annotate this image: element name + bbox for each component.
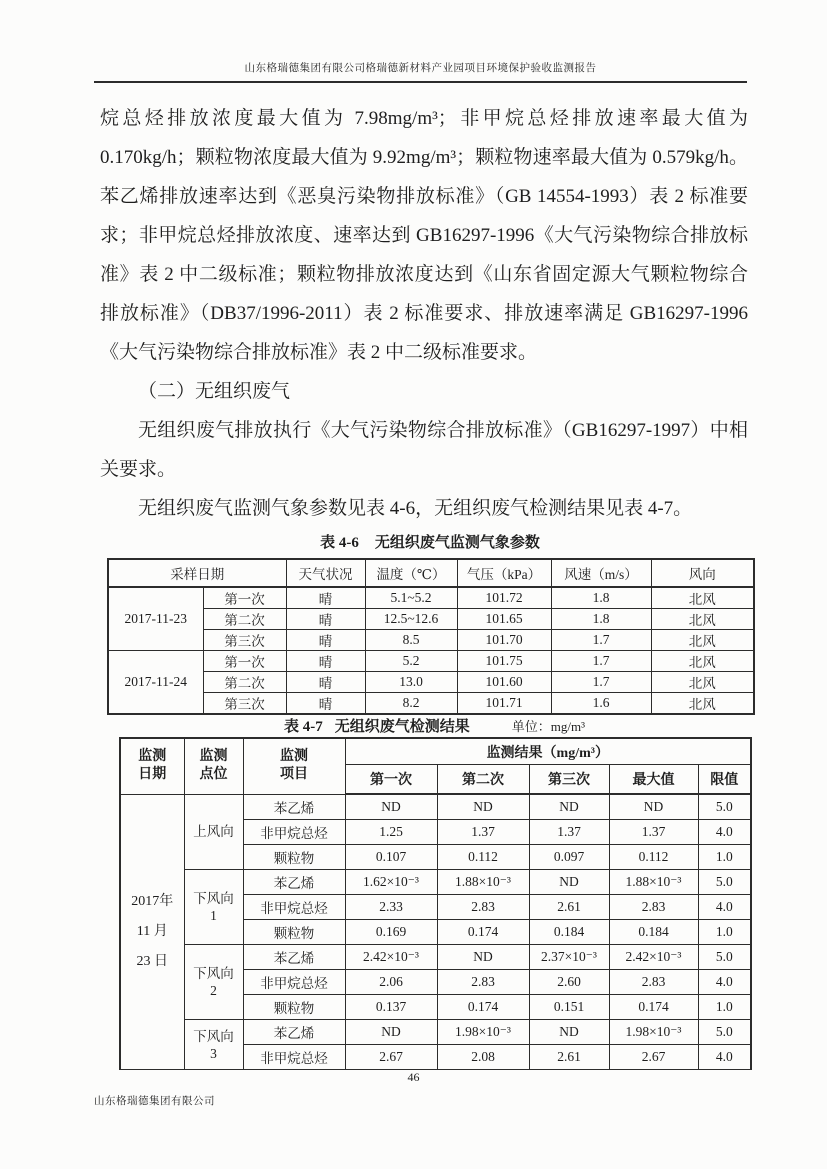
data-cell: 1.37: [529, 820, 609, 845]
data-cell: ND: [345, 794, 437, 820]
data-cell: 颗粒物: [243, 845, 345, 870]
header-line: 监测: [280, 749, 308, 765]
header-cell: 气压（kPa）: [457, 559, 551, 587]
header-cell: [184, 738, 243, 794]
data-cell: 第一次: [203, 651, 286, 672]
point-cell: 上风向: [184, 794, 243, 870]
footer-company: 山东格瑞德集团有限公司: [94, 1096, 215, 1107]
data-cell: 2.83: [609, 895, 698, 920]
data-cell: 2.42×10⁻³: [609, 945, 698, 970]
data-cell: 0.184: [609, 920, 698, 945]
header-line: 项目: [280, 767, 308, 783]
header-cell: 风速（m/s）: [551, 559, 651, 587]
data-cell: 北风: [651, 609, 754, 630]
data-cell: ND: [437, 794, 529, 820]
body-line: 准》表 2 中二级标准；颗粒物排放浓度达到《山东省固定源大气颗粒物综合: [100, 264, 748, 285]
header-cell: 监测结果（mg/m³）: [345, 738, 751, 765]
data-cell: 8.5: [365, 630, 457, 651]
header-cell: [243, 738, 345, 794]
data-cell: 北风: [651, 693, 754, 715]
data-cell: 13.0: [365, 672, 457, 693]
header-cell: 天气状况: [286, 559, 365, 587]
data-cell: 0.174: [437, 920, 529, 945]
body-line: 关要求。: [100, 459, 177, 480]
table47-caption-text: 无组织废气检测结果: [334, 719, 470, 735]
data-cell: 晴: [286, 630, 365, 651]
data-cell: 0.097: [529, 845, 609, 870]
data-cell: 1.7: [551, 672, 651, 693]
header-cell: 限值: [698, 765, 751, 795]
data-cell: 12.5~12.6: [365, 609, 457, 630]
data-cell: 第一次: [203, 587, 286, 609]
data-cell: 1.7: [551, 651, 651, 672]
table-row: [120, 945, 751, 970]
point-cell: 下风向 1: [184, 870, 243, 945]
data-cell: 1.0: [698, 845, 751, 870]
data-cell: 2.42×10⁻³: [345, 945, 437, 970]
data-cell: 2.60: [529, 970, 609, 995]
data-cell: 1.88×10⁻³: [437, 870, 529, 895]
table-row: [108, 672, 754, 693]
header-cell: 采样日期: [108, 559, 286, 587]
data-cell: 颗粒物: [243, 920, 345, 945]
body-line: 排放标准》（DB37/1996-2011）表 2 标准要求、排放速率满足 GB16297-1996: [100, 303, 748, 324]
data-cell: 2.67: [609, 1045, 698, 1070]
data-cell: 北风: [651, 587, 754, 609]
point-cell: 下风向 3: [184, 1020, 243, 1070]
body-line: 《大气污染物综合排放标准》表 2 中二级标准要求。: [100, 342, 538, 363]
table47-caption-label: 表 4-7: [284, 719, 323, 735]
date-cell: [120, 794, 184, 1070]
data-cell: 101.75: [457, 651, 551, 672]
data-cell: 4.0: [698, 895, 751, 920]
table-row: [120, 1020, 751, 1045]
data-cell: 4.0: [698, 970, 751, 995]
data-cell: 1.62×10⁻³: [345, 870, 437, 895]
data-cell: 北风: [651, 672, 754, 693]
data-cell: 5.1~5.2: [365, 587, 457, 609]
section-heading: （二）无组织废气: [138, 381, 291, 402]
body-line: 苯乙烯排放速率达到《恶臭污染物排放标准》（GB 14554-1993）表 2 标准要: [100, 186, 748, 207]
data-cell: 1.6: [551, 693, 651, 715]
header-cell: 最大值: [609, 765, 698, 795]
header-line: 日期: [138, 767, 167, 783]
body-line: 无组织废气排放执行《大气污染物综合排放标准》（GB16297-1997）中相: [138, 420, 748, 441]
header-cell: 风向: [651, 559, 754, 587]
data-cell: 0.107: [345, 845, 437, 870]
data-cell: 2.83: [437, 895, 529, 920]
table-header-row: [108, 559, 754, 587]
data-cell: 1.98×10⁻³: [609, 1020, 698, 1045]
data-cell: 0.137: [345, 995, 437, 1020]
data-cell: 101.70: [457, 630, 551, 651]
data-cell: 晴: [286, 587, 365, 609]
table46-caption-label: 表 4-6: [320, 535, 359, 551]
data-cell: ND: [345, 1020, 437, 1045]
data-cell: 0.151: [529, 995, 609, 1020]
header-cell: 温度（℃）: [365, 559, 457, 587]
data-cell: 1.98×10⁻³: [437, 1020, 529, 1045]
header-cell: [120, 738, 184, 794]
data-cell: 5.2: [365, 651, 457, 672]
date-cell: 2017-11-23: [108, 587, 203, 651]
data-cell: 0.112: [437, 845, 529, 870]
data-cell: 0.174: [609, 995, 698, 1020]
table46-caption-text: 无组织废气监测气象参数: [374, 535, 540, 551]
data-cell: 第三次: [203, 693, 286, 715]
body-line: 0.170kg/h；颗粒物浓度最大值为 9.92mg/m³；颗粒物速率最大值为 0.579kg/h。: [100, 147, 748, 168]
data-cell: 101.60: [457, 672, 551, 693]
date-line: 2017年: [131, 893, 174, 909]
header-cell: 第三次: [529, 765, 609, 795]
table-row: [120, 794, 751, 820]
table-row: [108, 651, 754, 672]
data-cell: 1.37: [609, 820, 698, 845]
data-cell: 第二次: [203, 609, 286, 630]
met-params-table: [107, 558, 755, 715]
data-cell: 苯乙烯: [243, 1020, 345, 1045]
header-cell: 第一次: [345, 765, 437, 795]
data-cell: 2.08: [437, 1045, 529, 1070]
header-line: 点位: [199, 767, 228, 783]
data-cell: 4.0: [698, 820, 751, 845]
data-cell: 非甲烷总烃: [243, 895, 345, 920]
data-cell: 2.61: [529, 1045, 609, 1070]
data-cell: 苯乙烯: [243, 870, 345, 895]
data-cell: ND: [529, 870, 609, 895]
data-cell: 1.8: [551, 587, 651, 609]
data-cell: 2.83: [609, 970, 698, 995]
data-cell: 晴: [286, 651, 365, 672]
data-cell: 5.0: [698, 794, 751, 820]
date-cell: 2017-11-24: [108, 651, 203, 715]
data-cell: 北风: [651, 630, 754, 651]
header-cell: 第二次: [437, 765, 529, 795]
date-line: 23 日: [136, 953, 168, 969]
data-cell: 0.169: [345, 920, 437, 945]
table47-unit: 单位：mg/m³: [511, 719, 585, 734]
body-paragraphs: [100, 99, 748, 528]
data-cell: ND: [609, 794, 698, 820]
data-cell: 非甲烷总烃: [243, 820, 345, 845]
data-cell: 0.184: [529, 920, 609, 945]
data-cell: 2.37×10⁻³: [529, 945, 609, 970]
table-header-row: [120, 738, 751, 765]
data-cell: 2.33: [345, 895, 437, 920]
data-cell: 1.7: [551, 630, 651, 651]
data-cell: 1.88×10⁻³: [609, 870, 698, 895]
table-row: [120, 870, 751, 895]
data-cell: 101.72: [457, 587, 551, 609]
table47-caption: [119, 717, 750, 737]
data-cell: 苯乙烯: [243, 945, 345, 970]
running-header: [94, 60, 747, 83]
data-cell: 2.61: [529, 895, 609, 920]
data-cell: 5.0: [698, 1020, 751, 1045]
body-line: 烷总烃排放浓度最大值为 7.98mg/m³；非甲烷总烃排放速率最大值为: [100, 108, 748, 129]
data-cell: 101.65: [457, 609, 551, 630]
table-row: [108, 693, 754, 715]
page-number: 46: [407, 1070, 420, 1084]
data-cell: 1.25: [345, 820, 437, 845]
point-cell: 下风向 2: [184, 945, 243, 1020]
data-cell: 苯乙烯: [243, 794, 345, 820]
header-line: 监测: [199, 749, 228, 765]
data-cell: 2.06: [345, 970, 437, 995]
table-row: [108, 587, 754, 609]
data-cell: ND: [437, 945, 529, 970]
data-cell: ND: [529, 794, 609, 820]
data-cell: 非甲烷总烃: [243, 970, 345, 995]
data-cell: 101.71: [457, 693, 551, 715]
data-cell: 晴: [286, 609, 365, 630]
data-cell: 8.2: [365, 693, 457, 715]
data-cell: 第三次: [203, 630, 286, 651]
header-title: 山东格瑞德集团有限公司格瑞德新材料产业园项目环境保护验收监测报告: [244, 63, 597, 74]
data-cell: 晴: [286, 672, 365, 693]
data-cell: 1.0: [698, 920, 751, 945]
body-line: 无组织废气监测气象参数见表 4-6，无组织废气检测结果见表 4-7。: [138, 498, 693, 519]
data-cell: 4.0: [698, 1045, 751, 1070]
data-cell: 1.8: [551, 609, 651, 630]
data-cell: 1.37: [437, 820, 529, 845]
header-line: 监测: [138, 749, 167, 765]
data-cell: 2.67: [345, 1045, 437, 1070]
body-line: 求；非甲烷总烃排放浓度、速率达到 GB16297-1996《大气污染物综合排放标: [100, 225, 748, 246]
data-cell: 0.174: [437, 995, 529, 1020]
table46-caption: [107, 530, 753, 556]
data-cell: 1.0: [698, 995, 751, 1020]
data-cell: 5.0: [698, 945, 751, 970]
data-cell: 晴: [286, 693, 365, 715]
table-row: [108, 609, 754, 630]
data-cell: 2.83: [437, 970, 529, 995]
data-cell: 第二次: [203, 672, 286, 693]
data-cell: 0.112: [609, 845, 698, 870]
data-cell: 5.0: [698, 870, 751, 895]
date-line: 11 月: [136, 923, 168, 939]
data-cell: 北风: [651, 651, 754, 672]
data-cell: ND: [529, 1020, 609, 1045]
data-cell: 颗粒物: [243, 995, 345, 1020]
table-row: [108, 630, 754, 651]
data-cell: 非甲烷总烃: [243, 1045, 345, 1070]
detection-results-table: [119, 737, 752, 1070]
